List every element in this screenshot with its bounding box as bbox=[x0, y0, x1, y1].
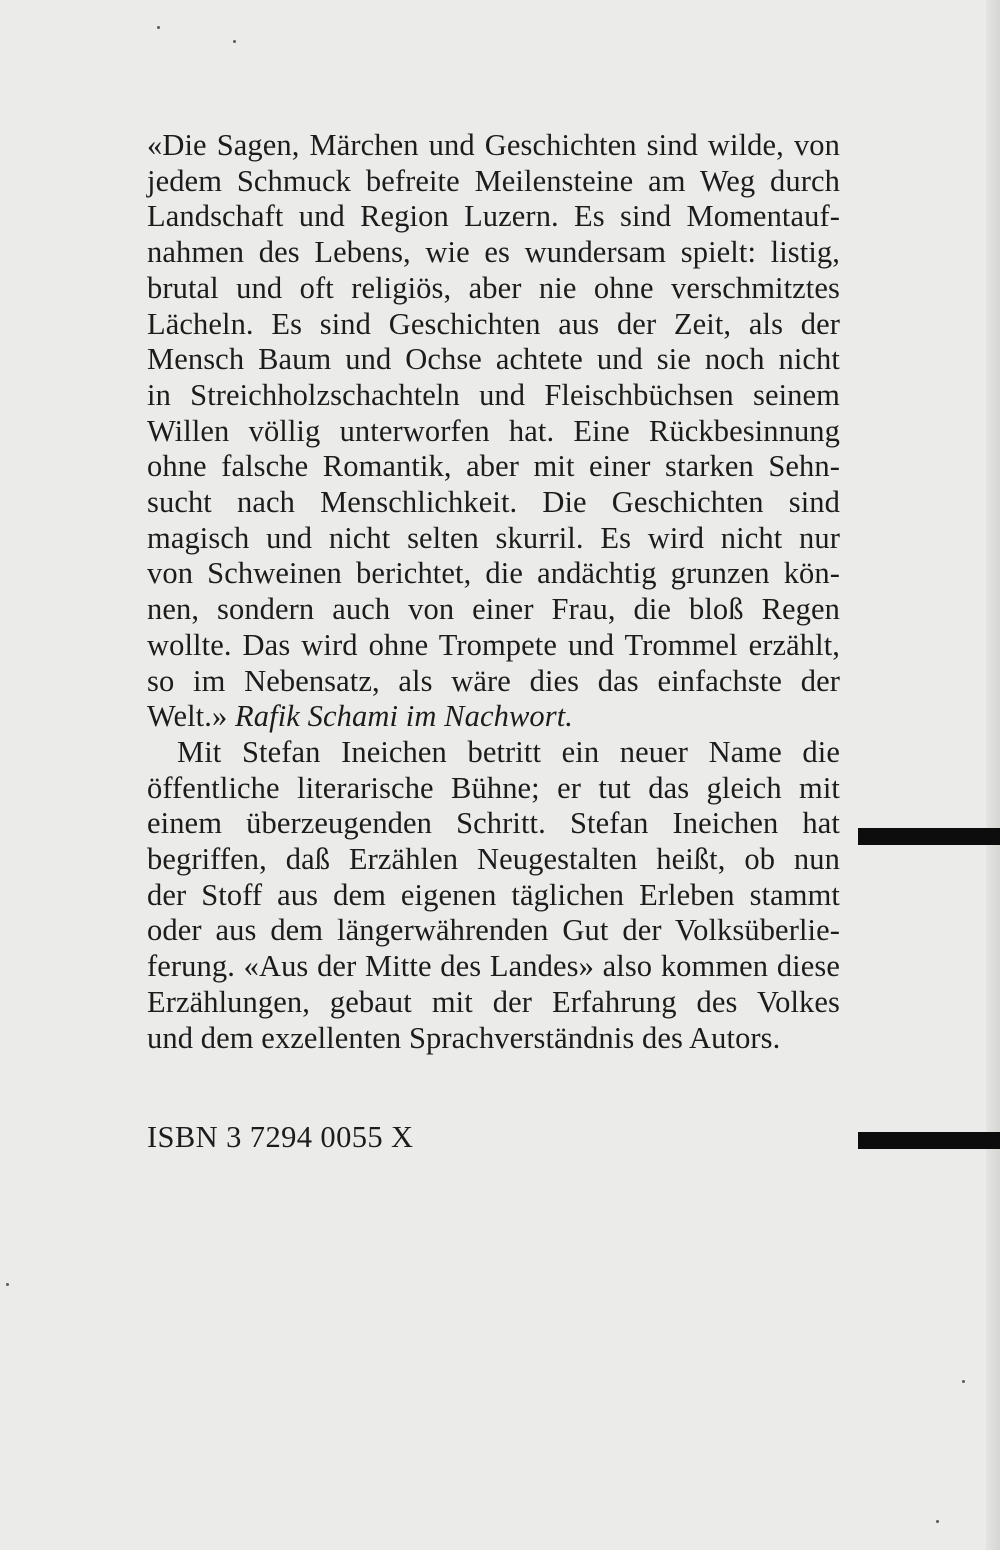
dust-speck bbox=[233, 40, 236, 43]
blurb-line: ohne falsche Romantik, aber mit einer starken Sehn- bbox=[147, 449, 840, 484]
blurb-line: wollte. Das wird ohne Trompete und Trommel erzählt, bbox=[147, 627, 840, 662]
blurb-line: magisch und nicht selten skurril. Es wird nicht nur bbox=[147, 520, 840, 555]
blurb-text bbox=[147, 128, 840, 1056]
cover-edge bbox=[986, 0, 1000, 1550]
blurb-line: Mit Stefan Ineichen betritt ein neuer Name die bbox=[177, 734, 840, 769]
blurb-line: Lächeln. Es sind Geschichten aus der Zeit, als der bbox=[147, 306, 840, 341]
blurb-line: der Stoff aus dem eigenen täglichen Erleben stammt bbox=[147, 877, 840, 912]
blurb-line: Erzählungen, gebaut mit der Erfahrung des Volkes bbox=[147, 984, 840, 1019]
print-mark bbox=[858, 828, 1000, 845]
blurb-last-line bbox=[147, 699, 840, 735]
blurb-line: «Die Sagen, Märchen und Geschichten sind wilde, von bbox=[147, 128, 840, 162]
blurb-line: oder aus dem längerwährenden Gut der Volksüberlie- bbox=[147, 913, 840, 948]
blurb-line: nen, sondern auch von einer Frau, die bloß Regen bbox=[147, 592, 840, 627]
blurb-line: einem überzeugenden Schritt. Stefan Ineichen hat bbox=[147, 806, 840, 841]
blurb-line: und dem exzellenten Sprachverständnis des Autors. bbox=[147, 1020, 781, 1055]
blurb-line: brutal und oft religiös, aber nie ohne verschmitztes bbox=[147, 270, 840, 305]
blurb-line: nahmen des Lebens, wie es wundersam spielt: listig, bbox=[147, 235, 840, 270]
blurb-line: sucht nach Menschlichkeit. Die Geschichten sind bbox=[147, 485, 840, 520]
attribution: Rafik Schami im Nachwort. bbox=[235, 699, 574, 734]
dust-speck bbox=[962, 1380, 965, 1383]
blurb-line: jedem Schmuck befreite Meilensteine am Weg durch bbox=[147, 163, 840, 198]
blurb-line: in Streichholzschachteln und Fleischbüchsen seinem bbox=[147, 377, 840, 412]
blurb-line: Landschaft und Region Luzern. Es sind Momentauf- bbox=[147, 199, 840, 234]
dust-speck bbox=[936, 1520, 939, 1523]
blurb-line: so im Nebensatz, als wäre dies das einfachste der bbox=[147, 663, 840, 698]
blurb-line: Mensch Baum und Ochse achtete und sie noch nicht bbox=[147, 342, 840, 377]
blurb-line: Willen völlig unterworfen hat. Eine Rückbesinnung bbox=[147, 413, 840, 448]
dust-speck bbox=[6, 1283, 9, 1286]
blurb-line: öffentliche literarische Bühne; er tut das gleich mit bbox=[147, 770, 840, 805]
blurb-line: begriffen, daß Erzählen Neugestalten heißt, ob nun bbox=[147, 842, 840, 877]
blurb-line: ferung. «Aus der Mitte des Landes» also kommen diese bbox=[147, 949, 840, 984]
quote-end: Welt.» bbox=[147, 699, 228, 734]
print-mark bbox=[858, 1132, 1000, 1149]
dust-speck bbox=[157, 26, 160, 29]
isbn: ISBN 3 7294 0055 X bbox=[147, 1120, 414, 1154]
blurb-line: von Schweinen berichtet, die andächtig grunzen kön- bbox=[147, 556, 840, 591]
